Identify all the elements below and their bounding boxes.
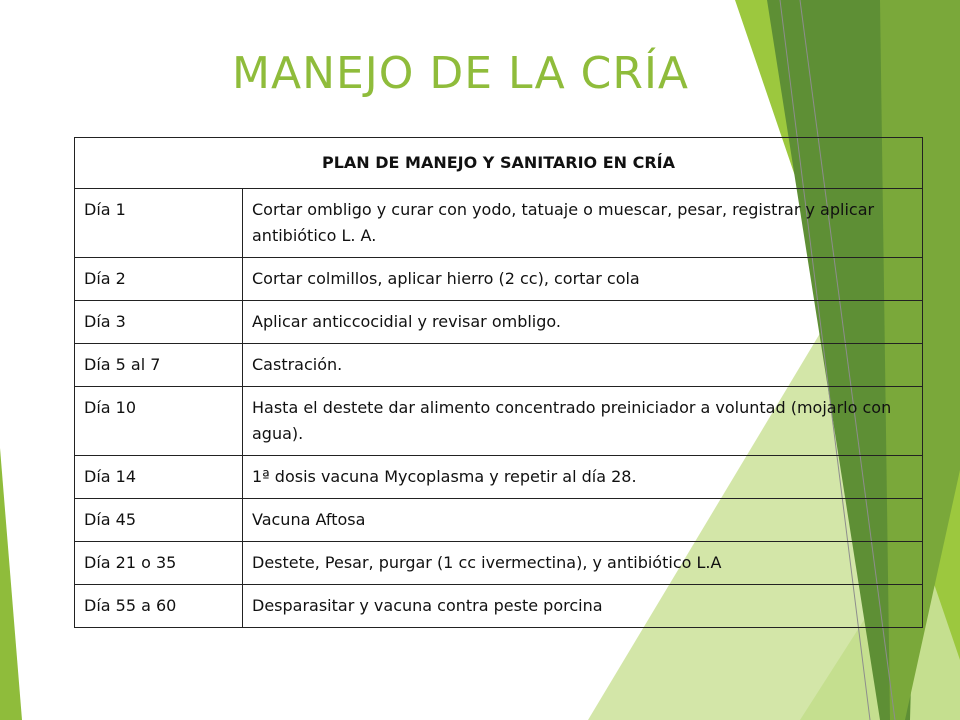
task-cell: Hasta el destete dar alimento concentrado preiniciador a voluntad (mojarlo con agua).: [243, 387, 923, 456]
day-cell: Día 10: [75, 387, 243, 456]
plan-table: [74, 137, 923, 628]
task-cell: Aplicar anticcocidial y revisar ombligo.: [243, 301, 923, 344]
table-row: [75, 387, 923, 456]
table-row: [75, 258, 923, 301]
task-cell: Cortar ombligo y curar con yodo, tatuaje o muescar, pesar, registrar y aplicar antibiótico L. A.: [243, 189, 923, 258]
task-cell: Castración.: [243, 344, 923, 387]
slide-title: MANEJO DE LA CRÍA: [232, 48, 690, 99]
task-cell: Desparasitar y vacuna contra peste porcina: [243, 585, 923, 628]
table-row: [75, 189, 923, 258]
table-row: [75, 499, 923, 542]
task-cell: Vacuna Aftosa: [243, 499, 923, 542]
task-cell: Destete, Pesar, purgar (1 cc ivermectina), y antibiótico L.A: [243, 542, 923, 585]
day-cell: Día 55 a 60: [75, 585, 243, 628]
table-row: [75, 585, 923, 628]
table-row: [75, 456, 923, 499]
day-cell: Día 14: [75, 456, 243, 499]
table-row: [75, 301, 923, 344]
day-cell: Día 21 o 35: [75, 542, 243, 585]
day-cell: Día 45: [75, 499, 243, 542]
table-row: [75, 542, 923, 585]
day-cell: Día 1: [75, 189, 243, 258]
table-header: PLAN DE MANEJO Y SANITARIO EN CRÍA: [75, 138, 923, 189]
day-cell: Día 2: [75, 258, 243, 301]
table-row: [75, 344, 923, 387]
table-header-row: [75, 138, 923, 189]
task-cell: Cortar colmillos, aplicar hierro (2 cc), cortar cola: [243, 258, 923, 301]
day-cell: Día 3: [75, 301, 243, 344]
left-green-sliver: [0, 448, 22, 720]
task-cell: 1ª dosis vacuna Mycoplasma y repetir al día 28.: [243, 456, 923, 499]
day-cell: Día 5 al 7: [75, 344, 243, 387]
